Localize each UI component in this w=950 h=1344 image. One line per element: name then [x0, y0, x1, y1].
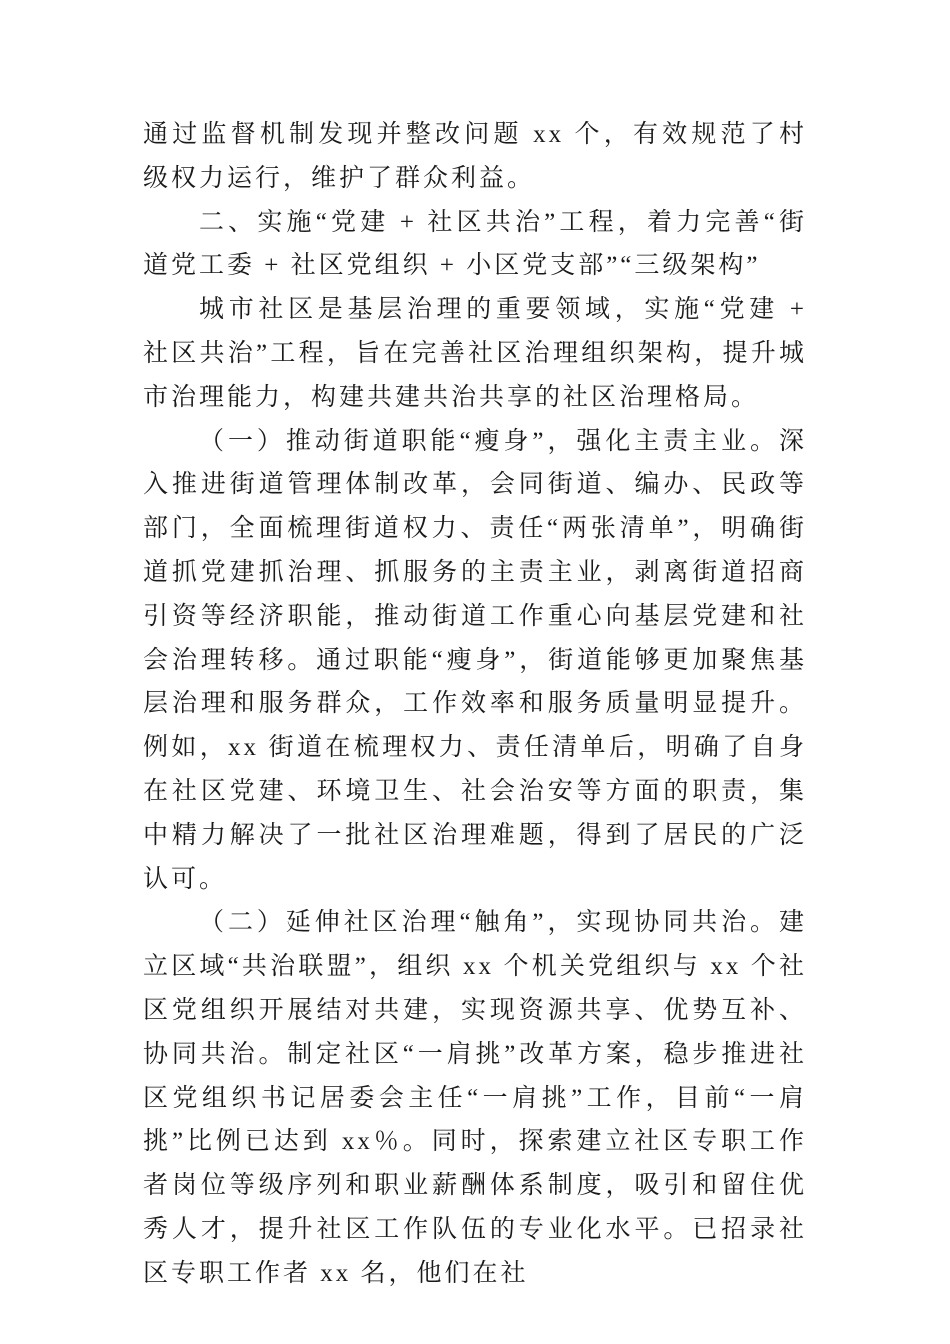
paragraph-point-one: （一）推动街道职能“瘦身”，强化主责主业。深入推进街道管理体制改革，会同街道、编办、民政等部门，全面梳理街道权力、责任“两张清单”，明确街道抓党建抓治理、抓服务的主责主业，剥离街道招商引资等经济职能，推动街道工作重心向基层党建和社会治理转移。通过职能“瘦身”，街道能够更加聚焦基层治理和服务群众，工作效率和服务质量明显提升。例如，xx 街道在梳理权力、责任清单后，明确了自身在社区党建、环境卫生、社会治安等方面的职责，集中精力解决了一批社区治理难题，得到了居民的广泛认可。 — [143, 427, 807, 893]
section-heading: 二、实施“党建 + 社区共治”工程，着力完善“街道党工委 + 社区党组织 + 小区党支部”“三级架构” — [143, 208, 807, 280]
paragraph-point-two: （二）延伸社区治理“触角”，实现协同共治。建立区域“共治联盟”，组织 xx 个机关党组织与 xx 个社区党组织开展结对共建，实现资源共享、优势互补、协同共治。制定社区“一肩挑”改革方案，稳步推进社区党组织书记居委会主任“一肩挑”工作，目前“一肩挑”比例已达到 xx％。同时，探索建立社区专职工作者岗位等级序列和职业薪酬体系制度，吸引和留住优秀人才，提升社区工作队伍的专业化水平。已招录社区专职工作者 xx 名，他们在社 — [143, 909, 807, 1287]
document-content — [143, 113, 807, 1296]
paragraph-continuation: 通过监督机制发现并整改问题 xx 个，有效规范了村级权力运行，维护了群众利益。 — [143, 121, 807, 192]
paragraph-section-intro: 城市社区是基层治理的重要领域，实施“党建 + 社区共治”工程，旨在完善社区治理组织架构，提升城市治理能力，构建共建共治共享的社区治理格局。 — [143, 296, 807, 411]
